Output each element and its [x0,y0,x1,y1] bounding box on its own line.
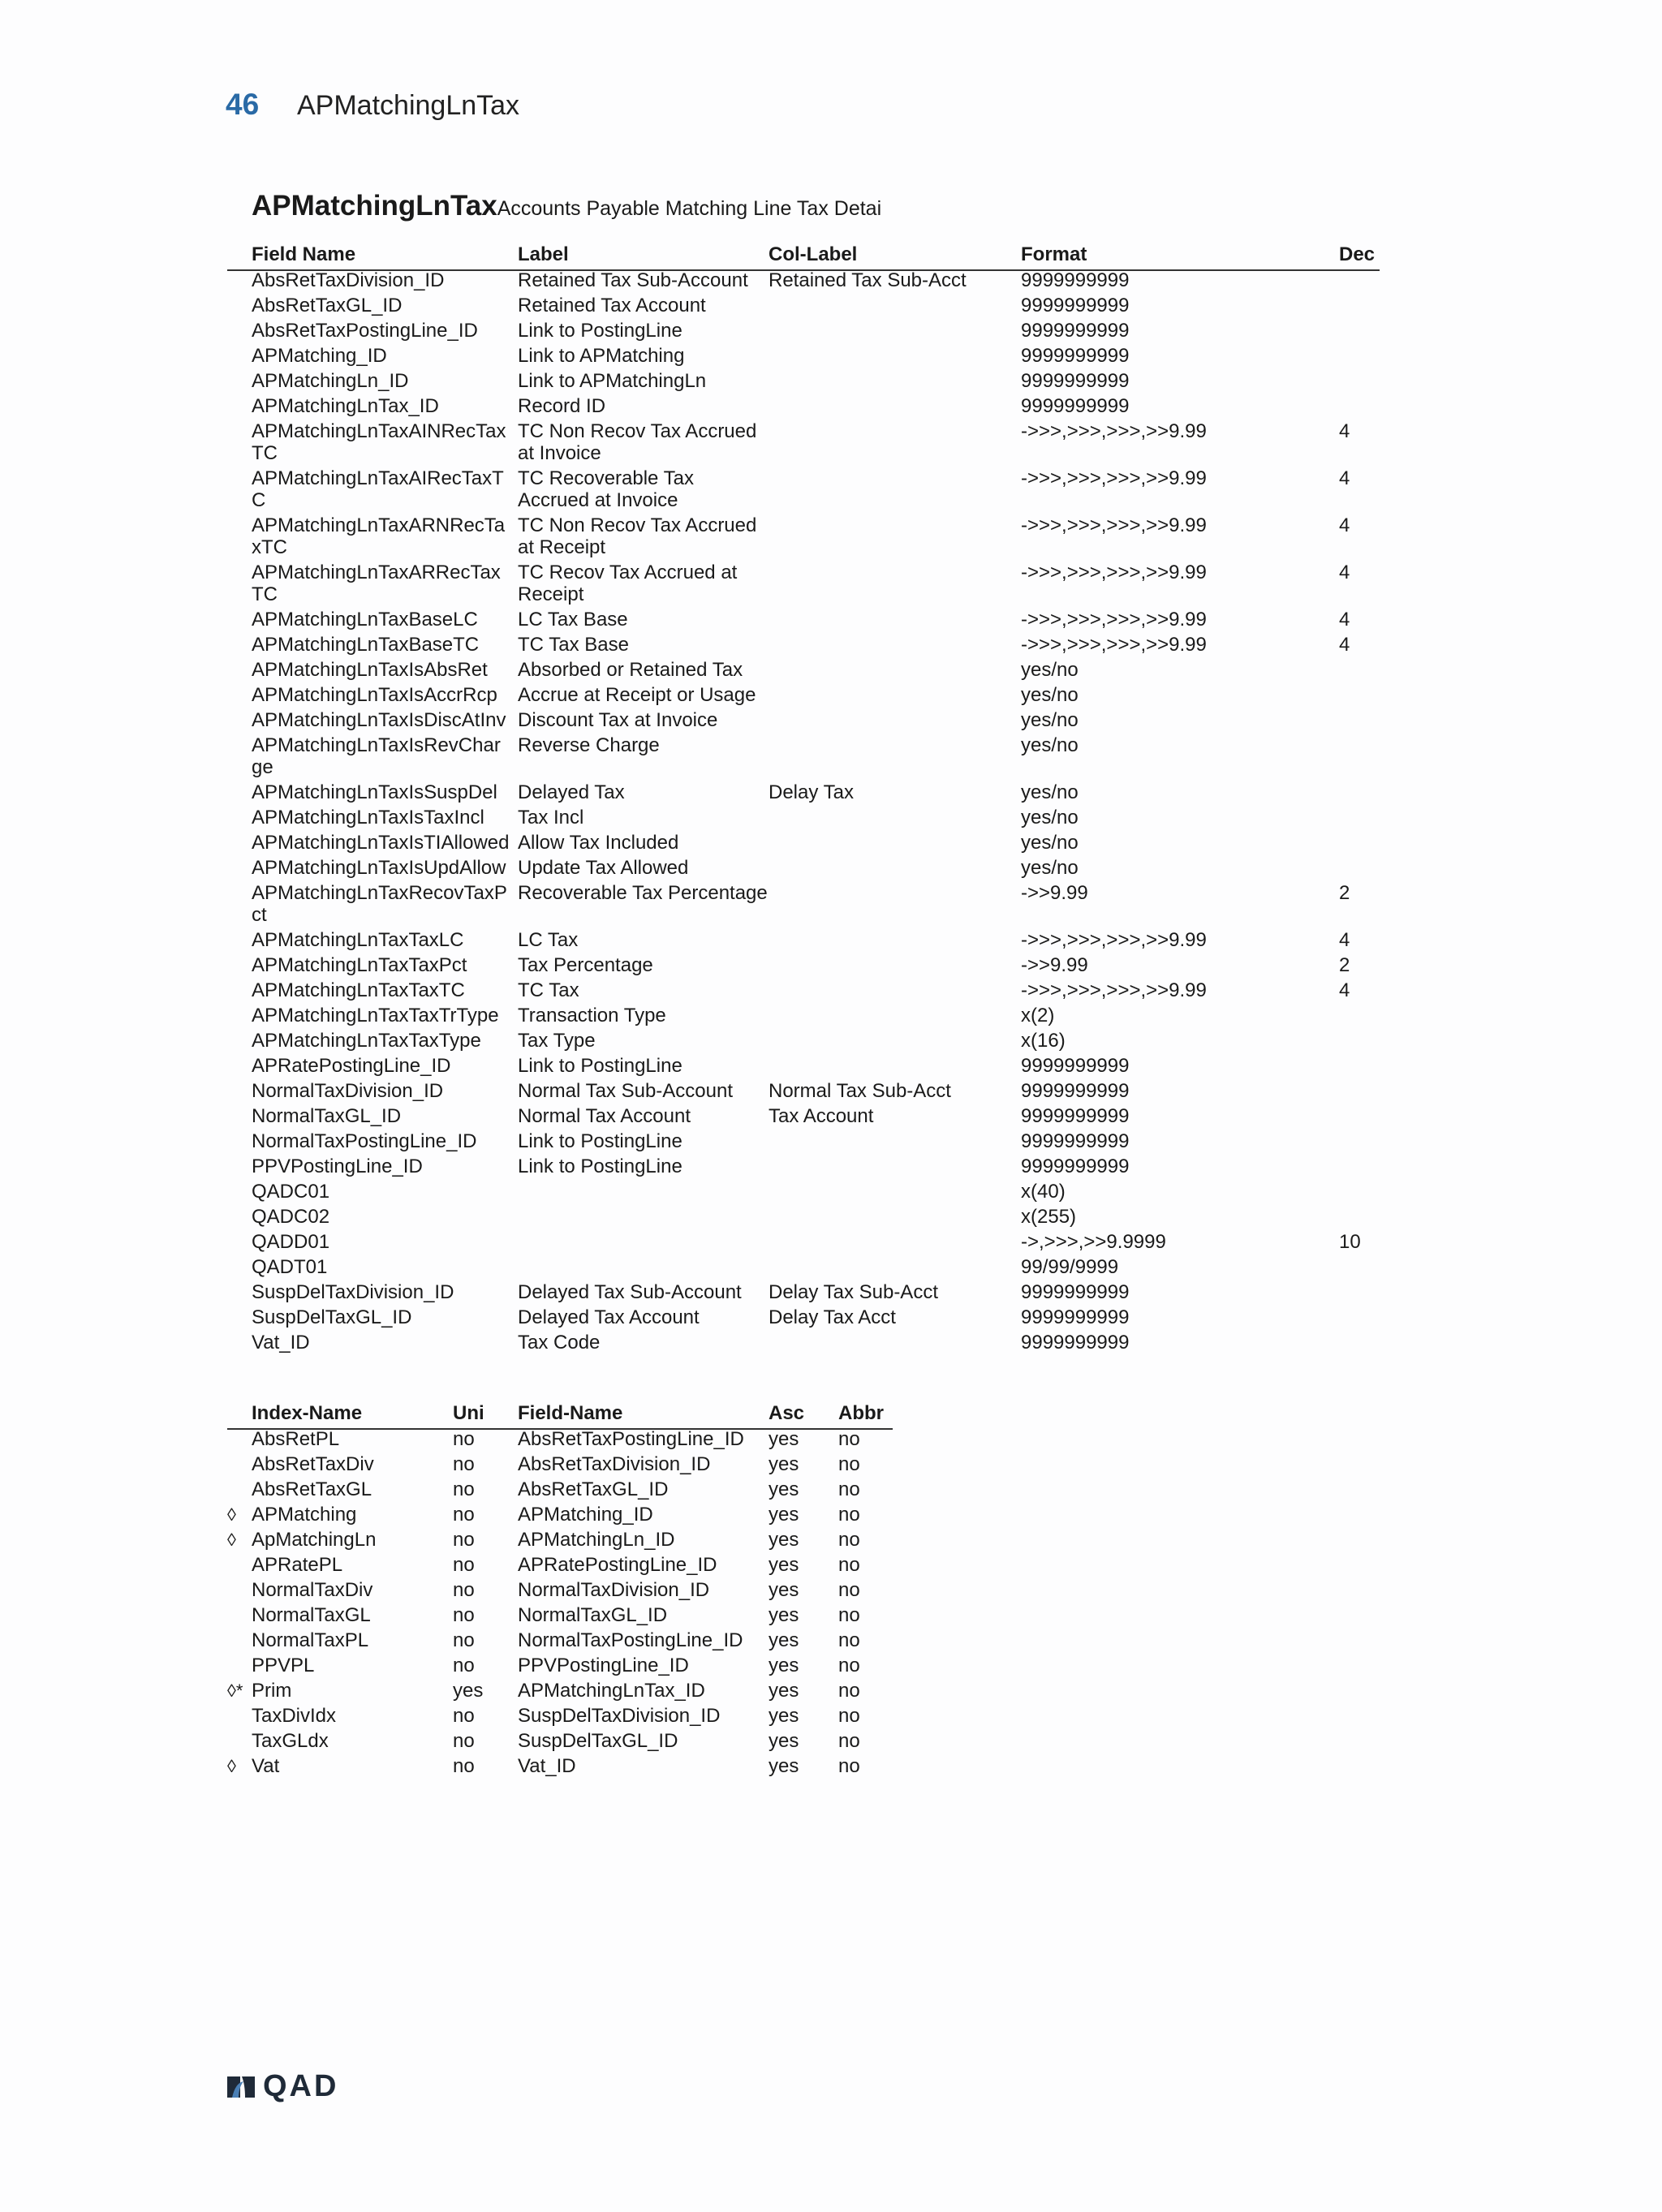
index-field-cell: SuspDelTaxGL_ID [518,1730,678,1752]
index-field-cell: NormalTaxDivision_ID [518,1579,710,1601]
format-cell: 9999999999 [1021,345,1130,367]
dec-cell: 4 [1339,514,1350,536]
label-cell: Discount Tax at Invoice [518,709,718,731]
index-name-cell: ApMatchingLn [252,1529,377,1551]
header-format: Format [1021,243,1087,265]
label-cell: Tax Code [518,1332,601,1353]
index-row [227,1655,893,1680]
abbr-cell: no [838,1680,860,1702]
label-cell: LC Tax [518,929,579,951]
index-row [227,1529,893,1554]
table-row [227,832,1380,857]
col-label-cell: Delay Tax [769,781,854,803]
asc-cell: yes [769,1604,799,1626]
abbr-cell: no [838,1504,860,1526]
col-label-cell: Normal Tax Sub-Acct [769,1080,951,1102]
label-cell: Retained Tax Sub-Account [518,269,748,291]
index-row [227,1453,893,1478]
format-cell: ->>>,>>>,>>>,>>9.99 [1021,467,1207,489]
table-row [227,1181,1380,1206]
uni-cell: no [453,1655,475,1676]
format-cell: 9999999999 [1021,1155,1130,1177]
field-name-cell: APMatchingLnTaxTaxTC [252,979,465,1001]
field-name-cell: APMatchingLnTaxTaxPct [252,954,467,976]
label-cell: Delayed Tax Account [518,1306,700,1328]
format-cell: x(255) [1021,1206,1077,1228]
table-row [227,781,1380,807]
field-name-cell: QADC01 [252,1181,330,1203]
asc-cell: yes [769,1529,799,1551]
table-row [227,1080,1380,1105]
field-name-cell: PPVPostingLine_ID [252,1155,423,1177]
format-cell: yes/no [1021,781,1079,803]
dec-cell: 4 [1339,562,1350,583]
format-cell: 9999999999 [1021,395,1130,417]
field-name-cell: APMatchingLnTaxIsUpdAllow [252,857,506,879]
label-cell: TC Tax Base [518,634,629,656]
index-name-cell: APRatePL [252,1554,343,1576]
format-cell: 99/99/9999 [1021,1256,1119,1278]
table-row [227,1055,1380,1080]
format-cell: 9999999999 [1021,320,1130,342]
table-row [227,345,1380,370]
field-name-cell: APMatchingLnTaxAINRecTaxTC [252,420,506,464]
dec-cell: 4 [1339,609,1350,630]
dec-cell: 4 [1339,634,1350,656]
field-name-cell: NormalTaxGL_ID [252,1105,402,1127]
uni-cell: no [453,1705,475,1727]
index-marker: ◊ [227,1504,236,1525]
table-row [227,1306,1380,1332]
format-cell: ->>9.99 [1021,954,1088,976]
qad-logo [226,2069,338,2104]
label-cell: Allow Tax Included [518,832,679,854]
field-name-cell: APMatchingLnTaxIsTIAllowed [252,832,510,854]
index-name-cell: NormalTaxPL [252,1629,369,1651]
table-row [227,857,1380,882]
table-row [227,954,1380,979]
label-cell: LC Tax Base [518,609,628,630]
table-row [227,467,1380,514]
uni-cell: no [453,1730,475,1752]
field-name-cell: NormalTaxPostingLine_ID [252,1130,477,1152]
field-name-cell: NormalTaxDivision_ID [252,1080,444,1102]
abbr-cell: no [838,1529,860,1551]
abbr-cell: no [838,1554,860,1576]
index-field-cell: AbsRetTaxPostingLine_ID [518,1428,744,1450]
label-cell: Link to APMatching [518,345,685,367]
index-field-cell: AbsRetTaxDivision_ID [518,1453,711,1475]
abbr-cell: no [838,1453,860,1475]
header-abbr: Abbr [838,1402,884,1424]
abbr-cell: no [838,1579,860,1601]
asc-cell: yes [769,1629,799,1651]
table-row [227,295,1380,320]
field-name-cell: APMatchingLnTax_ID [252,395,439,417]
table-row [227,395,1380,420]
table-row [227,1155,1380,1181]
uni-cell: yes [453,1680,484,1702]
index-row [227,1428,893,1453]
uni-cell: no [453,1554,475,1576]
asc-cell: yes [769,1680,799,1702]
table-row [227,514,1380,562]
label-cell: Accrue at Receipt or Usage [518,684,756,706]
dec-cell: 4 [1339,979,1350,1001]
label-cell: Absorbed or Retained Tax [518,659,743,681]
format-cell: yes/no [1021,709,1079,731]
format-cell: 9999999999 [1021,1130,1130,1152]
index-row [227,1504,893,1529]
format-cell: x(40) [1021,1181,1066,1203]
format-cell: yes/no [1021,857,1079,879]
table-row [227,979,1380,1005]
label-cell: Delayed Tax Sub-Account [518,1281,742,1303]
col-label-cell: Delay Tax Sub-Acct [769,1281,938,1303]
uni-cell: no [453,1755,475,1777]
table-row [227,709,1380,734]
field-name-cell: AbsRetTaxDivision_ID [252,269,445,291]
table-row [227,420,1380,467]
uni-cell: no [453,1629,475,1651]
label-cell: Link to PostingLine [518,320,682,342]
uni-cell: no [453,1478,475,1500]
index-name-cell: AbsRetTaxDiv [252,1453,374,1475]
index-marker: ◊ [227,1756,236,1776]
header-uni: Uni [453,1402,484,1424]
table-description: Accounts Payable Matching Line Tax Detai [497,197,882,220]
abbr-cell: no [838,1604,860,1626]
uni-cell: no [453,1529,475,1551]
format-cell: ->>9.99 [1021,882,1088,904]
page-header [226,88,519,128]
index-field-cell: APRatePostingLine_ID [518,1554,717,1576]
label-cell: Link to PostingLine [518,1055,682,1077]
abbr-cell: no [838,1705,860,1727]
index-row [227,1554,893,1579]
format-cell: x(16) [1021,1030,1066,1052]
table-row [227,929,1380,954]
format-cell: yes/no [1021,659,1079,681]
index-name-cell: AbsRetPL [252,1428,340,1450]
format-cell: 9999999999 [1021,370,1130,392]
format-cell: ->>>,>>>,>>>,>>9.99 [1021,979,1207,1001]
table-row [227,634,1380,659]
col-label-cell: Retained Tax Sub-Acct [769,269,967,291]
index-name-cell: Vat [252,1755,280,1777]
header-index-name: Index-Name [252,1402,363,1424]
field-name-cell: SuspDelTaxDivision_ID [252,1281,454,1303]
asc-cell: yes [769,1453,799,1475]
index-row [227,1705,893,1730]
abbr-cell: no [838,1629,860,1651]
field-name-cell: APMatchingLnTaxARNRecTaxTC [252,514,506,558]
header-col-label: Col-Label [769,243,858,265]
label-cell: Retained Tax Account [518,295,706,316]
index-row [227,1478,893,1504]
field-name-cell: SuspDelTaxGL_ID [252,1306,412,1328]
qad-logo-icon [226,2073,256,2101]
index-row [227,1730,893,1755]
format-cell: yes/no [1021,684,1079,706]
format-cell: ->>>,>>>,>>>,>>9.99 [1021,634,1207,656]
abbr-cell: no [838,1755,860,1777]
table-row [227,269,1380,295]
table-row [227,1105,1380,1130]
uni-cell: no [453,1428,475,1450]
index-row [227,1755,893,1780]
index-name-cell: APMatching [252,1504,357,1526]
abbr-cell: no [838,1478,860,1500]
label-cell: Record ID [518,395,606,417]
index-name-cell: AbsRetTaxGL [252,1478,372,1500]
format-cell: 9999999999 [1021,269,1130,291]
table-row [227,1030,1380,1055]
format-cell: ->>>,>>>,>>>,>>9.99 [1021,929,1207,951]
uni-cell: no [453,1604,475,1626]
format-cell: yes/no [1021,832,1079,854]
index-marker: ◊ [227,1530,236,1550]
table-row [227,562,1380,609]
table-row [227,807,1380,832]
dec-cell: 10 [1339,1231,1361,1253]
asc-cell: yes [769,1554,799,1576]
asc-cell: yes [769,1730,799,1752]
asc-cell: yes [769,1478,799,1500]
format-cell: 9999999999 [1021,1332,1130,1353]
field-name-cell: APMatchingLnTaxBaseLC [252,609,478,630]
col-label-cell: Delay Tax Acct [769,1306,896,1328]
table-row [227,1130,1380,1155]
abbr-cell: no [838,1655,860,1676]
index-name-cell: NormalTaxDiv [252,1579,373,1601]
field-name-cell: APMatching_ID [252,345,387,367]
asc-cell: yes [769,1579,799,1601]
table-row [227,1005,1380,1030]
table-row [227,609,1380,634]
index-name-cell: TaxDivIdx [252,1705,337,1727]
indexes-header-row [227,1402,893,1427]
field-name-cell: APMatchingLnTaxIsAccrRcp [252,684,497,706]
asc-cell: yes [769,1655,799,1676]
field-name-cell: APMatchingLnTaxAIRecTaxTC [252,467,504,511]
label-cell: Tax Incl [518,807,584,828]
format-cell: ->>>,>>>,>>>,>>9.99 [1021,514,1207,536]
label-cell: Normal Tax Sub-Account [518,1080,734,1102]
format-cell: ->>>,>>>,>>>,>>9.99 [1021,609,1207,630]
table-row [227,320,1380,345]
abbr-cell: no [838,1428,860,1450]
header-field-name: Field Name [252,243,356,265]
index-name-cell: PPVPL [252,1655,315,1676]
field-name-cell: Vat_ID [252,1332,310,1353]
label-cell: Link to PostingLine [518,1130,682,1152]
format-cell: ->>>,>>>,>>>,>>9.99 [1021,420,1207,442]
table-row [227,1332,1380,1357]
uni-cell: no [453,1504,475,1526]
table-row [227,370,1380,395]
indexes-table [227,1402,893,1779]
format-cell: ->,>>>,>>9.9999 [1021,1231,1166,1253]
col-label-cell: Tax Account [769,1105,874,1127]
table-row [227,1231,1380,1256]
label-cell: TC Tax [518,979,579,1001]
label-cell: Normal Tax Account [518,1105,691,1127]
index-name-cell: Prim [252,1680,292,1702]
asc-cell: yes [769,1755,799,1777]
index-row [227,1629,893,1655]
field-name-cell: APMatchingLnTaxBaseTC [252,634,480,656]
logo-text: QAD [263,2069,339,2103]
label-cell: Link to PostingLine [518,1155,682,1177]
format-cell: x(2) [1021,1005,1055,1026]
header-label: Label [518,243,569,265]
abbr-cell: no [838,1730,860,1752]
field-name-cell: AbsRetTaxPostingLine_ID [252,320,478,342]
index-field-cell: APMatching_ID [518,1504,653,1526]
field-name-cell: APRatePostingLine_ID [252,1055,451,1077]
index-field-cell: AbsRetTaxGL_ID [518,1478,669,1500]
label-cell: Link to APMatchingLn [518,370,707,392]
index-name-cell: TaxGLdx [252,1730,329,1752]
field-name-cell: APMatchingLn_ID [252,370,409,392]
page-number: 46 [226,88,260,121]
label-cell: Tax Type [518,1030,596,1052]
table-row [227,734,1380,781]
field-name-cell: APMatchingLnTaxIsAbsRet [252,659,488,681]
field-name-cell: APMatchingLnTaxIsSuspDel [252,781,497,803]
dec-cell: 4 [1339,467,1350,489]
index-field-cell: PPVPostingLine_ID [518,1655,689,1676]
table-title [252,190,881,222]
index-field-cell: NormalTaxPostingLine_ID [518,1629,743,1651]
index-name-cell: NormalTaxGL [252,1604,371,1626]
field-name-cell: APMatchingLnTaxARRecTaxTC [252,562,501,605]
index-field-cell: NormalTaxGL_ID [518,1604,668,1626]
label-cell: Update Tax Allowed [518,857,689,879]
asc-cell: yes [769,1504,799,1526]
dec-cell: 2 [1339,954,1350,976]
fields-table [227,243,1380,1356]
field-name-cell: APMatchingLnTaxIsDiscAtInv [252,709,506,731]
field-name-cell: APMatchingLnTaxRecovTaxPct [252,882,507,926]
table-row [227,1281,1380,1306]
table-row [227,1256,1380,1281]
table-row [227,684,1380,709]
uni-cell: no [453,1579,475,1601]
table-name: APMatchingLnTax [252,190,497,222]
field-name-cell: QADC02 [252,1206,330,1228]
fields-header-row [227,243,1380,269]
asc-cell: yes [769,1428,799,1450]
header-asc: Asc [769,1402,805,1424]
format-cell: yes/no [1021,734,1079,756]
dec-cell: 2 [1339,882,1350,904]
index-row [227,1680,893,1705]
field-name-cell: APMatchingLnTaxTaxType [252,1030,481,1052]
format-cell: 9999999999 [1021,295,1130,316]
field-name-cell: APMatchingLnTaxTaxLC [252,929,464,951]
index-marker: ◊* [227,1681,243,1701]
label-cell: Recoverable Tax Percentage [518,882,768,904]
label-cell: TC Recov Tax Accrued at Receipt [518,562,738,605]
dec-cell: 4 [1339,929,1350,951]
header-index-field-name: Field-Name [518,1402,623,1424]
format-cell: 9999999999 [1021,1105,1130,1127]
index-field-cell: SuspDelTaxDivision_ID [518,1705,721,1727]
table-row [227,882,1380,929]
label-cell: Reverse Charge [518,734,660,756]
index-row [227,1579,893,1604]
format-cell: yes/no [1021,807,1079,828]
format-cell: ->>>,>>>,>>>,>>9.99 [1021,562,1207,583]
label-cell: Tax Percentage [518,954,653,976]
page-title: APMatchingLnTax [297,90,520,121]
format-cell: 9999999999 [1021,1281,1130,1303]
index-field-cell: Vat_ID [518,1755,576,1777]
index-row [227,1604,893,1629]
asc-cell: yes [769,1705,799,1727]
label-cell: Delayed Tax [518,781,625,803]
format-cell: 9999999999 [1021,1080,1130,1102]
index-field-cell: APMatchingLnTax_ID [518,1680,705,1702]
table-row [227,659,1380,684]
field-name-cell: QADD01 [252,1231,330,1253]
field-name-cell: AbsRetTaxGL_ID [252,295,403,316]
label-cell: TC Non Recov Tax Accrued at Receipt [518,514,757,558]
format-cell: 9999999999 [1021,1306,1130,1328]
field-name-cell: APMatchingLnTaxIsRevCharge [252,734,501,778]
format-cell: 9999999999 [1021,1055,1130,1077]
uni-cell: no [453,1453,475,1475]
label-cell: TC Non Recov Tax Accrued at Invoice [518,420,757,464]
index-field-cell: APMatchingLn_ID [518,1529,675,1551]
field-name-cell: APMatchingLnTaxTaxTrType [252,1005,499,1026]
dec-cell: 4 [1339,420,1350,442]
field-name-cell: APMatchingLnTaxIsTaxIncl [252,807,484,828]
field-name-cell: QADT01 [252,1256,328,1278]
label-cell: TC Recoverable Tax Accrued at Invoice [518,467,694,511]
table-row [227,1206,1380,1231]
header-dec: Dec [1339,243,1376,265]
label-cell: Transaction Type [518,1005,666,1026]
